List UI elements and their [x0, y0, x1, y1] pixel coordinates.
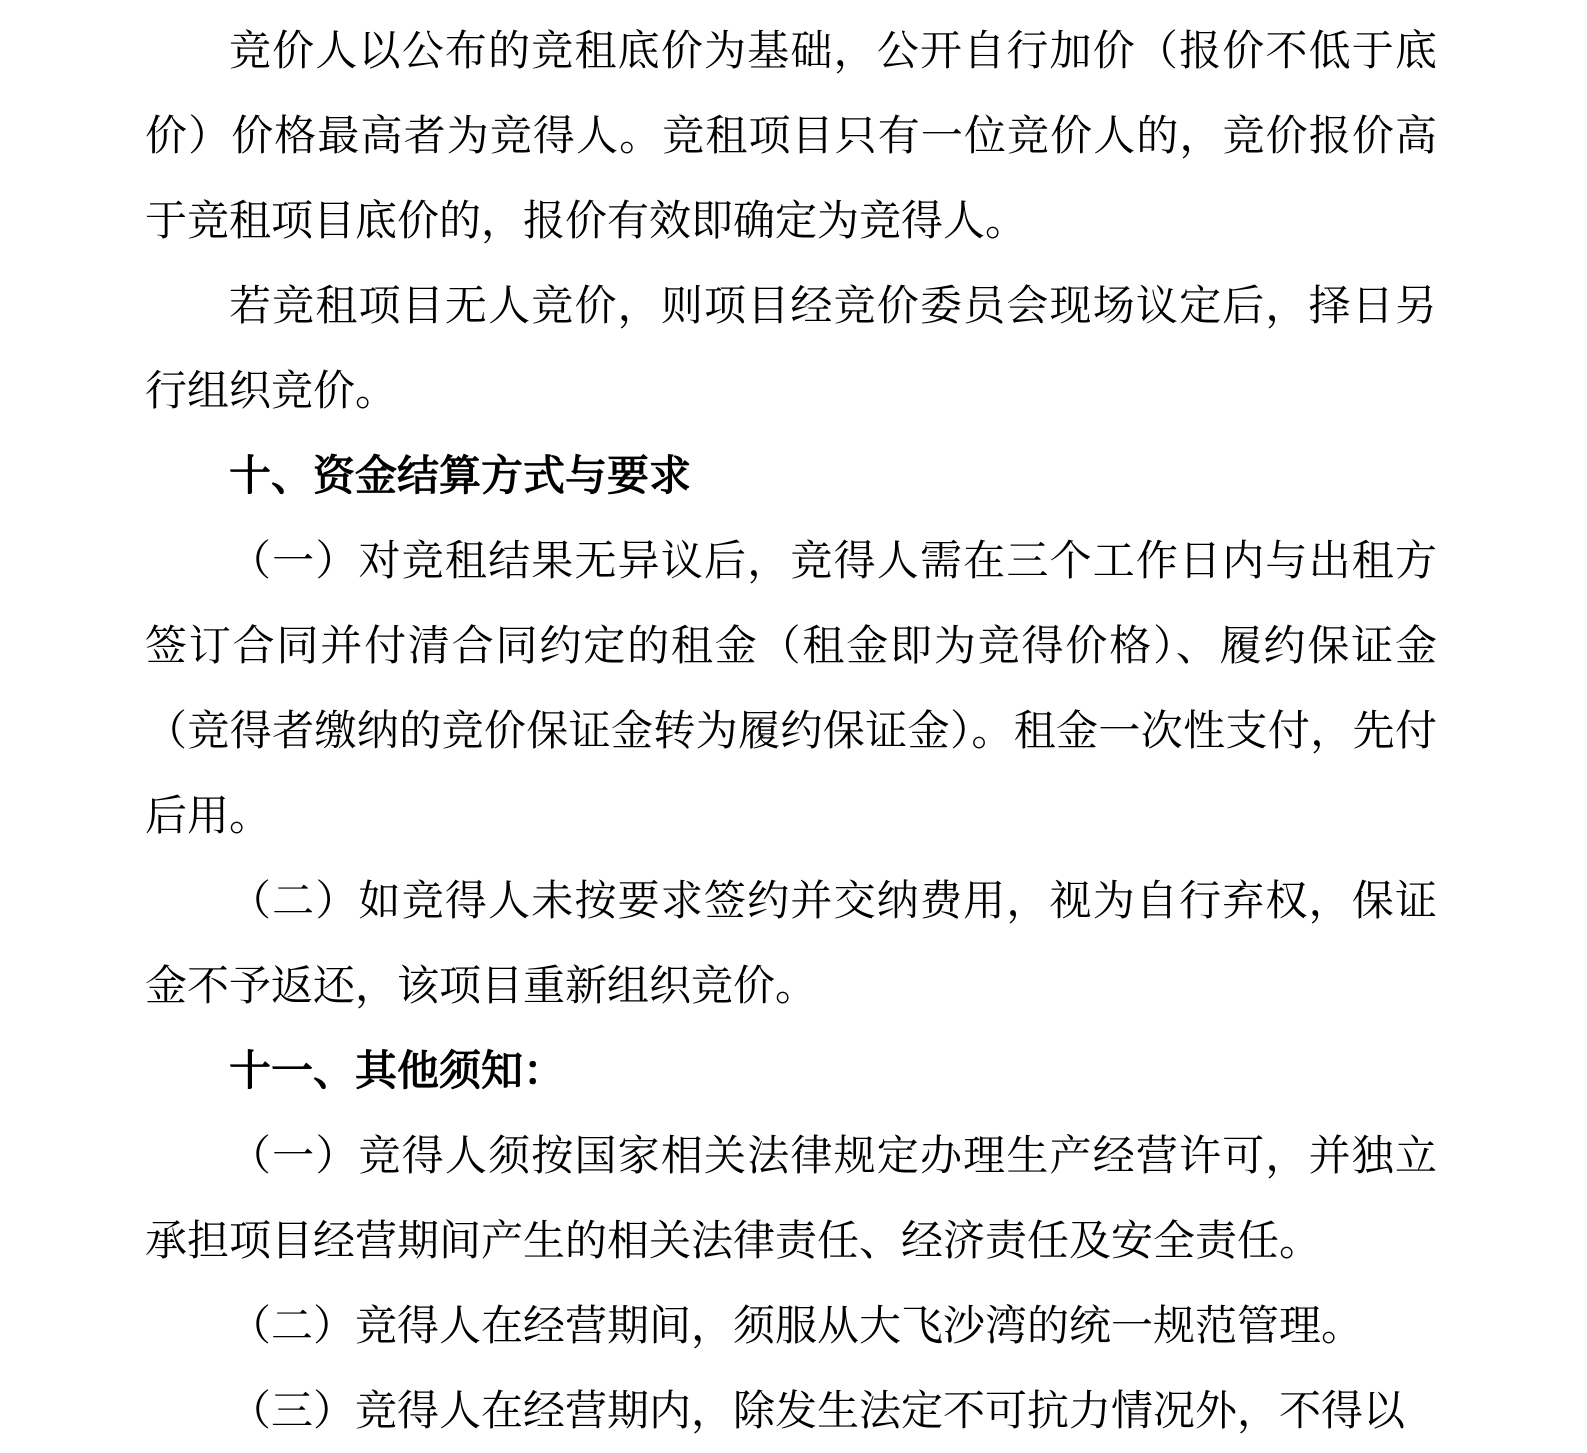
paragraph-settlement-item-2: （二）如竞得人未按要求签约并交纳费用，视为自行弃权，保证金不予返还，该项目重新组织竞价。 — [145, 876, 1437, 1010]
paragraph-other-notes-item-2: （二）竞得人在经营期间，须服从大飞沙湾的统一规范管理。 — [229, 1301, 1364, 1350]
paragraph-bidding-rule: 竞价人以公布的竞租底价为基础，公开自行加价（报价不低于底价）价格最高者为竞得人。竞租项目只有一位竞价人的，竞价报价高于竞租项目底价的，报价有效即确定为竞得人。 — [145, 26, 1437, 245]
section-heading-other-notes: 十一、其他须知： — [229, 1046, 566, 1095]
paragraph-no-bidder-rule: 若竞租项目无人竞价，则项目经竞价委员会现场议定后，择日另行组织竞价。 — [145, 281, 1437, 415]
paragraph-other-notes-item-1: （一）竞得人须按国家相关法律规定办理生产经营许可，并独立承担项目经营期间产生的相关法律责任、经济责任及安全责任。 — [145, 1131, 1437, 1265]
paragraph-other-notes-item-3: （三）竞得人在经营期内，除发生法定不可抗力情况外，不得以 — [229, 1386, 1406, 1435]
section-heading-fund-settlement: 十、资金结算方式与要求 — [229, 451, 692, 500]
paragraph-settlement-item-1: （一）对竞租结果无异议后，竞得人需在三个工作日内与出租方签订合同并付清合同约定的租金（租金即为竞得价格）、履约保证金（竞得者缴纳的竞价保证金转为履约保证金）。租金一次性支付，先付后用。 — [145, 536, 1437, 840]
